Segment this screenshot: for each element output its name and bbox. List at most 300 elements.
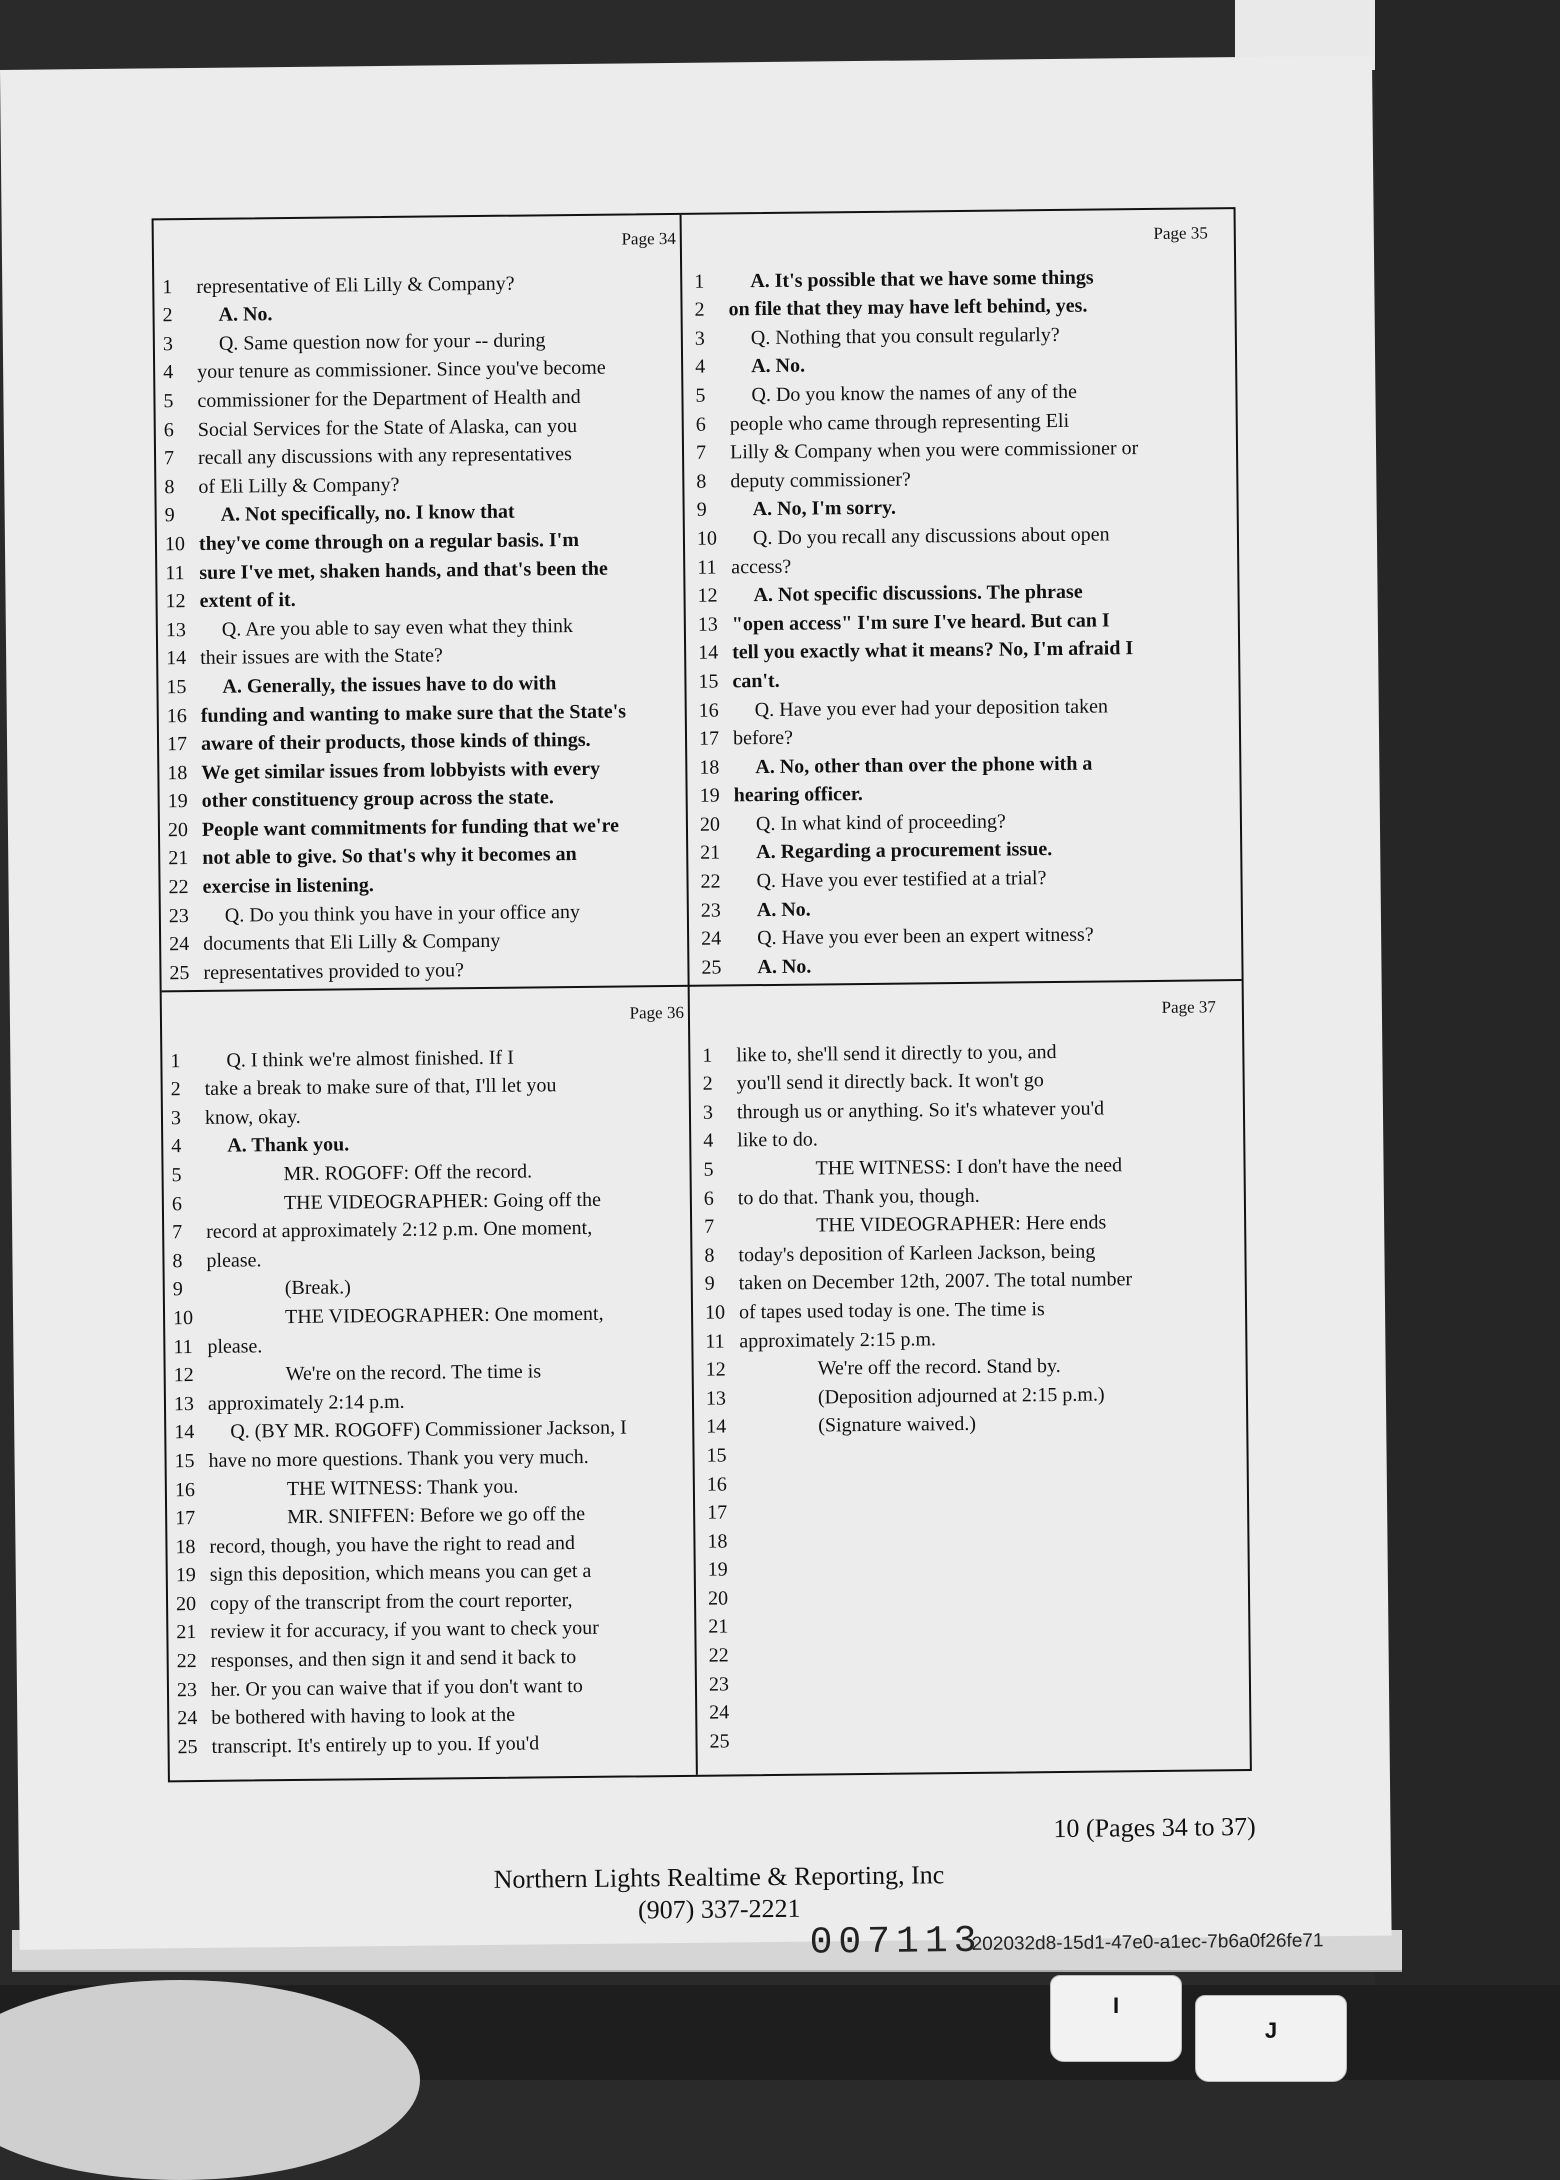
line-text: extent of it. — [199, 589, 296, 613]
line-number: 16 — [174, 1478, 195, 1501]
transcript-line — [173, 1268, 693, 1302]
line-number: 2 — [702, 1072, 713, 1095]
transcript-line — [167, 722, 687, 756]
transcript-line — [168, 837, 688, 871]
line-text: before? — [732, 726, 794, 750]
transcript-line — [174, 1411, 694, 1445]
transcript-line — [703, 1148, 1223, 1182]
line-number: 22 — [176, 1650, 197, 1673]
transcript-line — [171, 1153, 691, 1187]
transcript-line — [175, 1496, 695, 1530]
transcript-page-37 — [702, 991, 1230, 1756]
transcript-line — [694, 288, 1214, 322]
line-text: people who came through representing Eli — [729, 409, 1070, 435]
line-text: A. No. — [751, 354, 806, 378]
line-text: deputy commissioner? — [730, 468, 911, 493]
line-number: 7 — [172, 1221, 183, 1244]
line-number: 9 — [164, 504, 175, 527]
transcript-line — [706, 1376, 1226, 1410]
line-number: 6 — [171, 1192, 182, 1215]
line-text: please. — [206, 1249, 262, 1272]
line-text: responses, and then sign it and send it back to — [210, 1646, 577, 1672]
transcript-line — [169, 951, 689, 985]
line-text: transcript. It's entirely up to you. If you'd — [211, 1732, 540, 1758]
background-surface — [1375, 0, 1560, 2080]
line-text: A. No. — [757, 955, 812, 978]
transcript-line — [696, 488, 1216, 522]
line-number: 3 — [162, 332, 173, 356]
transcript-line — [698, 631, 1218, 665]
line-text: A. It's possible that we have some things — [750, 266, 1094, 292]
line-text: Q. Do you know the names of any of the — [751, 380, 1078, 407]
page-label: Page 37 — [1161, 997, 1216, 1017]
line-number: 23 — [708, 1673, 730, 1696]
line-text: they've come through on a regular basis. I'm — [198, 528, 580, 555]
line-text: representative of Eli Lilly & Company? — [196, 272, 515, 298]
line-number: 21 — [708, 1615, 729, 1639]
line-number: 7 — [704, 1215, 715, 1238]
line-number: 1 — [170, 1049, 181, 1072]
line-number: 18 — [167, 761, 188, 784]
line-text: recall any discussions with any representatives — [197, 443, 572, 470]
line-number: 19 — [707, 1558, 728, 1581]
line-text: access? — [731, 555, 792, 578]
line-text: Q. Have you ever testified at a trial? — [756, 867, 1047, 893]
transcript-line — [165, 494, 685, 528]
line-text: A. No, other than over the phone with a — [755, 752, 1093, 778]
line-number: 12 — [173, 1364, 194, 1387]
line-number: 14 — [174, 1421, 195, 1444]
transcript-line — [704, 1205, 1224, 1239]
transcript-line — [704, 1233, 1224, 1267]
transcript-line — [162, 265, 682, 299]
line-number: 19 — [167, 790, 188, 813]
transcript-page-35 — [694, 217, 1222, 982]
page-range: 10 (Pages 34 to 37) — [1053, 1811, 1256, 1844]
transcript-line — [168, 865, 688, 899]
line-number: 24 — [169, 933, 190, 956]
transcript-line — [706, 1405, 1226, 1439]
transcript-lines — [162, 265, 689, 985]
line-number: 3 — [702, 1101, 714, 1124]
line-text: not able to give. So that's why it becomes an — [202, 843, 577, 870]
line-text: Q. Are you able to say even what they think — [221, 614, 573, 641]
transcript-line — [167, 694, 687, 728]
line-number: 17 — [707, 1501, 728, 1524]
line-number: 3 — [694, 327, 705, 350]
transcript-line — [164, 408, 684, 442]
line-text: Social Services for the State of Alaska, can you — [197, 414, 578, 441]
line-number: 15 — [706, 1444, 727, 1467]
line-text: Q. (BY MR. ROGOFF) Commissioner Jackson, I — [230, 1416, 627, 1443]
line-number: 2 — [694, 298, 705, 321]
bates-number: 007113 — [809, 1919, 983, 1965]
transcript-line — [694, 259, 1214, 293]
line-text: your tenure as commissioner. Since you've become — [197, 357, 606, 384]
line-number: 13 — [173, 1392, 195, 1415]
transcript-line — [162, 293, 682, 327]
transcript-line — [705, 1348, 1225, 1382]
line-text: of Eli Lilly & Company? — [198, 473, 400, 498]
transcript-lines — [170, 1039, 697, 1759]
line-text: take a break to make sure of that, I'll let you — [204, 1074, 557, 1101]
line-text: Q. Nothing that you consult regularly? — [750, 323, 1060, 349]
line-number: 11 — [165, 561, 185, 584]
line-number: 17 — [698, 727, 720, 750]
transcript-line — [697, 545, 1217, 579]
transcript-line — [164, 436, 684, 470]
line-text: approximately 2:14 p.m. — [207, 1390, 405, 1415]
transcript-line — [701, 888, 1221, 922]
line-text: funding and wanting to make sure that the State's — [200, 699, 627, 727]
transcript-line — [177, 1668, 697, 1702]
transcript-line — [699, 745, 1219, 779]
transcript-line — [703, 1090, 1223, 1124]
line-number: 7 — [163, 447, 175, 470]
line-text: (Deposition adjourned at 2:15 p.m.) — [817, 1383, 1105, 1409]
transcript-line — [169, 894, 689, 928]
line-number: 5 — [163, 390, 174, 413]
line-number: 25 — [177, 1735, 198, 1759]
line-number: 20 — [707, 1587, 729, 1610]
line-number: 8 — [704, 1244, 715, 1267]
line-text: Q. Same question now for your -- during — [218, 329, 546, 355]
line-number: 11 — [697, 556, 717, 579]
transcript-line — [174, 1439, 694, 1473]
transcript-line — [173, 1325, 693, 1359]
line-number: 15 — [166, 675, 187, 699]
line-text: We're off the record. Stand by. — [817, 1355, 1061, 1380]
transcript-line — [165, 522, 685, 556]
transcript-line — [176, 1553, 696, 1587]
transcript-line — [165, 551, 685, 585]
line-number: 15 — [698, 670, 719, 693]
line-text: be bothered with having to look at the — [211, 1703, 516, 1730]
line-text: "open access" I'm sure I've heard. But can I — [731, 609, 1110, 636]
transcript-line — [698, 602, 1218, 636]
line-text: (Break.) — [284, 1276, 351, 1300]
line-number: 5 — [703, 1158, 714, 1181]
transcript-line — [173, 1296, 693, 1330]
line-number: 21 — [700, 841, 721, 865]
line-number: 20 — [167, 818, 189, 842]
transcript-page-36 — [170, 997, 698, 1762]
line-text: Lilly & Company when you were commissioner or — [729, 437, 1139, 464]
line-number: 4 — [695, 356, 706, 379]
transcript-line — [172, 1182, 692, 1216]
transcript-line — [702, 1033, 1222, 1067]
line-text: other constituency group across the state. — [201, 786, 554, 813]
line-number: 16 — [698, 699, 719, 722]
line-text: hearing officer. — [733, 783, 863, 807]
line-text: We get similar issues from lobbyists with every — [201, 757, 601, 784]
line-number: 10 — [696, 527, 718, 550]
line-text: (Signature waived.) — [818, 1413, 977, 1437]
line-number: 18 — [707, 1530, 728, 1553]
transcript-line — [702, 1062, 1222, 1096]
line-number: 18 — [699, 756, 720, 779]
transcript-line — [705, 1262, 1225, 1296]
transcript-line — [696, 402, 1216, 436]
line-number: 4 — [163, 361, 174, 384]
line-number: 14 — [706, 1415, 727, 1438]
line-number: 16 — [166, 704, 187, 727]
transcript-line — [176, 1611, 696, 1645]
line-text: People want commitments for funding that we're — [201, 814, 620, 841]
line-number: 16 — [706, 1472, 727, 1496]
transcript-line — [705, 1319, 1225, 1353]
line-number: 19 — [175, 1564, 196, 1587]
line-text: aware of their products, those kinds of things. — [200, 728, 591, 756]
line-text: like to do. — [737, 1128, 818, 1152]
line-number: 23 — [168, 904, 189, 927]
line-text: can't. — [732, 669, 780, 693]
transcript-line — [695, 345, 1215, 379]
line-text: have no more questions. Thank you very much. — [208, 1445, 589, 1472]
line-text: MR. ROGOFF: Off the record. — [283, 1160, 533, 1186]
line-number: 23 — [176, 1678, 198, 1701]
line-number: 10 — [164, 533, 186, 556]
line-text: Q. In what kind of proceeding? — [755, 810, 1006, 835]
line-text: copy of the transcript from the court reporter, — [209, 1588, 573, 1615]
line-text: exercise in listening. — [202, 874, 374, 898]
line-number: 22 — [168, 876, 189, 899]
line-number: 1 — [694, 270, 705, 293]
line-text: her. Or you can waive that if you don't want to — [210, 1674, 583, 1701]
transcript-line — [700, 860, 1220, 894]
transcript-line — [168, 808, 688, 842]
line-text: review it for accuracy, if you want to check your — [210, 1617, 600, 1644]
line-number: 25 — [701, 956, 722, 979]
line-text — [744, 1748, 1230, 1753]
page-label: Page 36 — [629, 1002, 685, 1023]
line-text: Q. Do you recall any discussions about open — [752, 523, 1110, 550]
line-number: 9 — [172, 1278, 183, 1301]
line-number: 4 — [703, 1129, 714, 1153]
line-text: today's deposition of Karleen Jackson, being — [738, 1240, 1096, 1267]
line-number: 13 — [697, 613, 718, 636]
line-text: of tapes used today is one. The time is — [738, 1298, 1045, 1324]
transcript-line — [699, 688, 1219, 722]
line-number: 5 — [695, 384, 706, 407]
document-hash: 202032d8-15d1-47e0-a1ec-7b6a0f26fe71 — [971, 1930, 1324, 1955]
transcript-line — [165, 579, 685, 613]
line-number: 25 — [169, 961, 190, 985]
transcript-line — [697, 574, 1217, 608]
line-number: 14 — [698, 641, 719, 665]
line-number: 11 — [705, 1330, 725, 1353]
transcript-line — [166, 665, 686, 699]
transcript-line — [695, 316, 1215, 350]
line-number: 21 — [176, 1621, 197, 1644]
transcript-line — [163, 322, 683, 356]
transcript-line — [709, 1719, 1229, 1753]
page-grid — [152, 207, 1252, 1782]
transcript-line — [167, 780, 687, 814]
line-text: THE WITNESS: I don't have the need — [815, 1154, 1123, 1180]
transcript-line — [695, 374, 1215, 408]
firm-phone: (907) 337-2221 — [637, 1893, 801, 1925]
line-number: 22 — [708, 1644, 729, 1667]
line-number: 18 — [175, 1535, 196, 1558]
line-number: 15 — [174, 1449, 195, 1473]
line-text: Q. Have you ever been an expert witness? — [757, 923, 1094, 950]
transcript-line — [166, 637, 686, 671]
index-tab-i: I — [1050, 1975, 1182, 2062]
line-number: 12 — [165, 590, 186, 613]
transcript-line — [700, 803, 1220, 837]
transcript-line — [171, 1096, 691, 1130]
transcript-line — [163, 379, 683, 413]
transcript-line — [704, 1176, 1224, 1210]
firm-name: Northern Lights Realtime & Reporting, Inc — [493, 1860, 945, 1894]
transcript-line — [174, 1382, 694, 1416]
transcript-line — [177, 1725, 697, 1759]
line-number: 5 — [171, 1164, 182, 1187]
line-number: 10 — [704, 1301, 726, 1324]
line-number: 20 — [699, 813, 721, 836]
line-number: 17 — [175, 1507, 196, 1530]
transcript-line — [698, 660, 1218, 694]
line-text: A. No, I'm sorry. — [752, 496, 897, 521]
line-text: THE VIDEOGRAPHER: Going off the — [283, 1188, 602, 1214]
transcript-line — [177, 1696, 697, 1730]
transcript-sheet — [0, 56, 1392, 1965]
line-text: record at approximately 2:12 p.m. One moment, — [206, 1217, 593, 1244]
line-text: A. Regarding a procurement issue. — [756, 838, 1053, 864]
transcript-line — [701, 946, 1221, 980]
line-text: A. No. — [756, 898, 811, 921]
line-number: 24 — [709, 1701, 730, 1724]
line-number: 14 — [166, 647, 187, 670]
line-text: through us or anything. So it's whatever you'd — [736, 1097, 1105, 1124]
line-number: 2 — [162, 304, 173, 327]
line-number: 23 — [700, 899, 721, 922]
line-text: We're on the record. The time is — [285, 1360, 542, 1386]
line-text: MR. SNIFFEN: Before we go off the — [287, 1503, 586, 1529]
line-text: sure I've met, shaken hands, and that's been the — [199, 557, 608, 584]
line-text: to do that. Thank you, though. — [737, 1184, 980, 1209]
line-number: 7 — [695, 441, 707, 464]
line-number: 11 — [173, 1335, 193, 1358]
line-number: 13 — [165, 618, 186, 642]
line-number: 22 — [700, 870, 721, 893]
transcript-line — [167, 751, 687, 785]
line-number: 8 — [164, 475, 175, 499]
transcript-line — [703, 1119, 1223, 1153]
line-number: 9 — [696, 498, 707, 522]
line-number: 6 — [703, 1187, 714, 1210]
line-text: Q. Have you ever had your deposition taken — [754, 694, 1109, 721]
line-number: 20 — [175, 1592, 197, 1616]
index-tab-j: J — [1195, 1995, 1347, 2082]
transcript-line — [175, 1468, 695, 1502]
line-text: their issues are with the State? — [200, 644, 443, 670]
line-text: A. Thank you. — [227, 1133, 350, 1158]
transcript-line — [174, 1353, 694, 1387]
line-text: THE VIDEOGRAPHER: One moment, — [284, 1302, 604, 1329]
transcript-lines — [702, 1033, 1229, 1753]
line-number: 6 — [163, 418, 174, 441]
line-text: representatives provided to you? — [203, 959, 465, 984]
line-number: 4 — [171, 1135, 182, 1158]
transcript-line — [169, 922, 689, 956]
transcript-line — [697, 517, 1217, 551]
line-number: 3 — [170, 1106, 182, 1130]
line-text: A. Generally, the issues have to do with — [222, 672, 557, 698]
transcript-line — [696, 431, 1216, 465]
page-label: Page 34 — [621, 228, 676, 249]
line-text: record, though, you have the right to read and — [209, 1531, 576, 1558]
line-number: 10 — [172, 1306, 194, 1330]
line-text: approximately 2:15 p.m. — [739, 1327, 937, 1352]
line-text: Q. I think we're almost finished. If I — [226, 1046, 514, 1072]
line-text: like to, she'll send it directly to you, and — [736, 1040, 1057, 1066]
line-text: commissioner for the Department of Health and — [197, 385, 581, 412]
transcript-line — [163, 351, 683, 385]
line-number: 19 — [699, 784, 720, 807]
transcript-line — [701, 917, 1221, 951]
line-number: 21 — [168, 847, 189, 870]
line-text: THE WITNESS: Thank you. — [286, 1475, 519, 1500]
line-text: THE VIDEOGRAPHER: Here ends — [816, 1211, 1107, 1237]
line-number: 1 — [162, 275, 173, 298]
line-text: please. — [207, 1334, 263, 1358]
line-text: documents that Eli Lilly & Company — [203, 930, 501, 956]
transcript-line — [170, 1039, 690, 1073]
line-number: 24 — [177, 1707, 198, 1730]
line-number: 12 — [705, 1358, 726, 1381]
transcript-line — [171, 1125, 691, 1159]
line-text: A. No. — [218, 303, 273, 326]
line-number: 13 — [705, 1387, 727, 1410]
line-number: 8 — [172, 1249, 183, 1273]
transcript-line — [166, 608, 686, 642]
line-number: 2 — [170, 1078, 181, 1101]
line-text: tell you exactly what it means? No, I'm afraid I — [732, 637, 1134, 664]
line-text: A. Not specifically, no. I know that — [220, 500, 515, 527]
transcript-page-34 — [162, 223, 690, 988]
transcript-line — [171, 1067, 691, 1101]
line-number: 24 — [701, 927, 722, 950]
line-text: know, okay. — [204, 1105, 301, 1129]
line-text: sign this deposition, which means you can get a — [209, 1560, 592, 1587]
line-text: on file that they may have left behind, yes. — [728, 294, 1088, 321]
page-label: Page 35 — [1153, 223, 1208, 243]
transcript-line — [696, 459, 1216, 493]
line-text: Q. Do you think you have in your office any — [224, 900, 581, 927]
line-text: A. Not specific discussions. The phrase — [753, 580, 1083, 607]
transcript-line — [172, 1210, 692, 1244]
transcript-line — [705, 1291, 1225, 1325]
line-text: taken on December 12th, 2007. The total number — [738, 1268, 1133, 1295]
transcript-line — [176, 1582, 696, 1616]
transcript-line — [176, 1639, 696, 1673]
transcript-line — [700, 831, 1220, 865]
transcript-line — [699, 717, 1219, 751]
line-number: 9 — [704, 1272, 715, 1296]
line-number: 8 — [696, 470, 707, 493]
line-number: 12 — [697, 584, 718, 607]
line-number: 1 — [702, 1044, 713, 1067]
transcript-line — [175, 1525, 695, 1559]
transcript-line — [699, 774, 1219, 808]
transcript-line — [164, 465, 684, 499]
line-number: 25 — [709, 1730, 730, 1753]
line-text: you'll send it directly back. It won't go — [736, 1069, 1044, 1095]
transcript-lines — [694, 259, 1221, 979]
line-number: 6 — [695, 413, 706, 436]
